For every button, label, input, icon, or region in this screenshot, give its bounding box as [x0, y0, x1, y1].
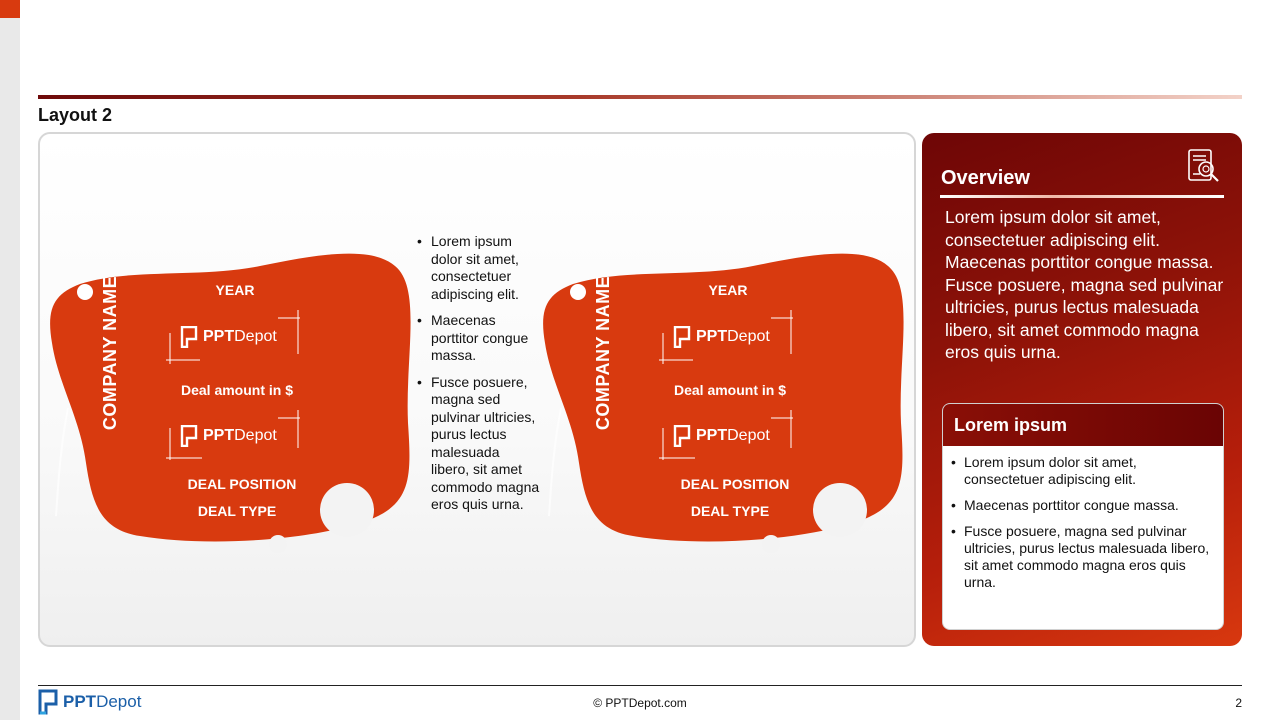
logo-ppt-text: PPT: [203, 427, 235, 444]
list-item: • Maecenas porttitor congue massa.: [951, 497, 1211, 514]
logo-depot-text: Depot: [234, 427, 277, 444]
pptdepot-logo-icon: [38, 689, 58, 715]
left-margin-strip: [0, 0, 20, 720]
middle-bullet-list: [415, 233, 540, 523]
sub-card-title: Lorem ipsum: [943, 404, 1223, 446]
deal-card-2: [543, 248, 909, 554]
company-name: COMPANY NAME: [100, 275, 120, 431]
logo-ppt-text: PPT: [696, 328, 728, 345]
footer-logo: [38, 689, 141, 715]
overview-divider: [940, 195, 1224, 198]
document-search-icon: [1184, 147, 1224, 187]
slide-title: Layout 2: [38, 105, 113, 125]
list-item: • Lorem ipsum dolor sit amet, consectetuer adipiscing elit.: [415, 233, 540, 303]
deal-amount-label: Deal amount in $: [673, 382, 787, 398]
logo-depot-text: Depot: [727, 328, 770, 345]
deal-position-label: DEAL POSITION: [187, 476, 297, 492]
lorem-ipsum-card: [942, 403, 1224, 630]
logo-ppt-text: PPT: [696, 427, 728, 444]
company-logo: [673, 322, 793, 352]
footer-divider: [38, 685, 1242, 686]
pptdepot-logo-icon: [673, 326, 691, 348]
deal-position-label: DEAL POSITION: [680, 476, 790, 492]
list-item: • Lorem ipsum dolor sit amet, consectetuer adipiscing elit.: [951, 454, 1211, 488]
deal-type-label: DEAL TYPE: [197, 503, 277, 519]
footer-logo-ppt: PPT: [63, 692, 97, 711]
company-name: COMPANY NAME: [593, 275, 613, 431]
page-number: 2: [1235, 696, 1242, 710]
pptdepot-logo-icon: [673, 425, 691, 447]
logo-ppt-text: PPT: [203, 328, 235, 345]
title-divider: [38, 95, 1242, 99]
pptdepot-logo-icon: [180, 425, 198, 447]
footer-logo-depot: Depot: [96, 692, 142, 711]
year-label: YEAR: [708, 282, 748, 298]
pptdepot-logo-icon: [180, 326, 198, 348]
corner-accent: [0, 0, 20, 18]
company-logo: [673, 421, 793, 451]
overview-panel: [922, 133, 1242, 646]
company-logo: [180, 322, 300, 352]
deal-amount-label: Deal amount in $: [180, 382, 294, 398]
list-item: • Maecenas porttitor congue massa.: [415, 312, 540, 365]
list-item: • Fusce posuere, magna sed pulvinar ultricies, purus lectus malesuada libero, sit amet commodo magna eros quis urna.: [951, 523, 1211, 591]
year-label: YEAR: [215, 282, 255, 298]
deal-type-label: DEAL TYPE: [690, 503, 770, 519]
copyright-text: © PPTDepot.com: [593, 696, 687, 710]
company-logo: [180, 421, 300, 451]
deal-card-1: [50, 248, 416, 554]
list-item: • Fusce posuere, magna sed pulvinar ultricies, purus lectus malesuada libero, sit amet commodo magna eros quis urna.: [415, 374, 540, 514]
logo-depot-text: Depot: [234, 328, 277, 345]
overview-body: Lorem ipsum dolor sit amet, consectetuer adipiscing elit. Maecenas porttitor congue massa. Fusce posuere, magna sed pulvinar ultricies, purus lectus malesuada libero, sit amet commodo magna eros quis urna.: [945, 207, 1224, 362]
logo-depot-text: Depot: [727, 427, 770, 444]
overview-title: Overview: [941, 167, 1030, 189]
